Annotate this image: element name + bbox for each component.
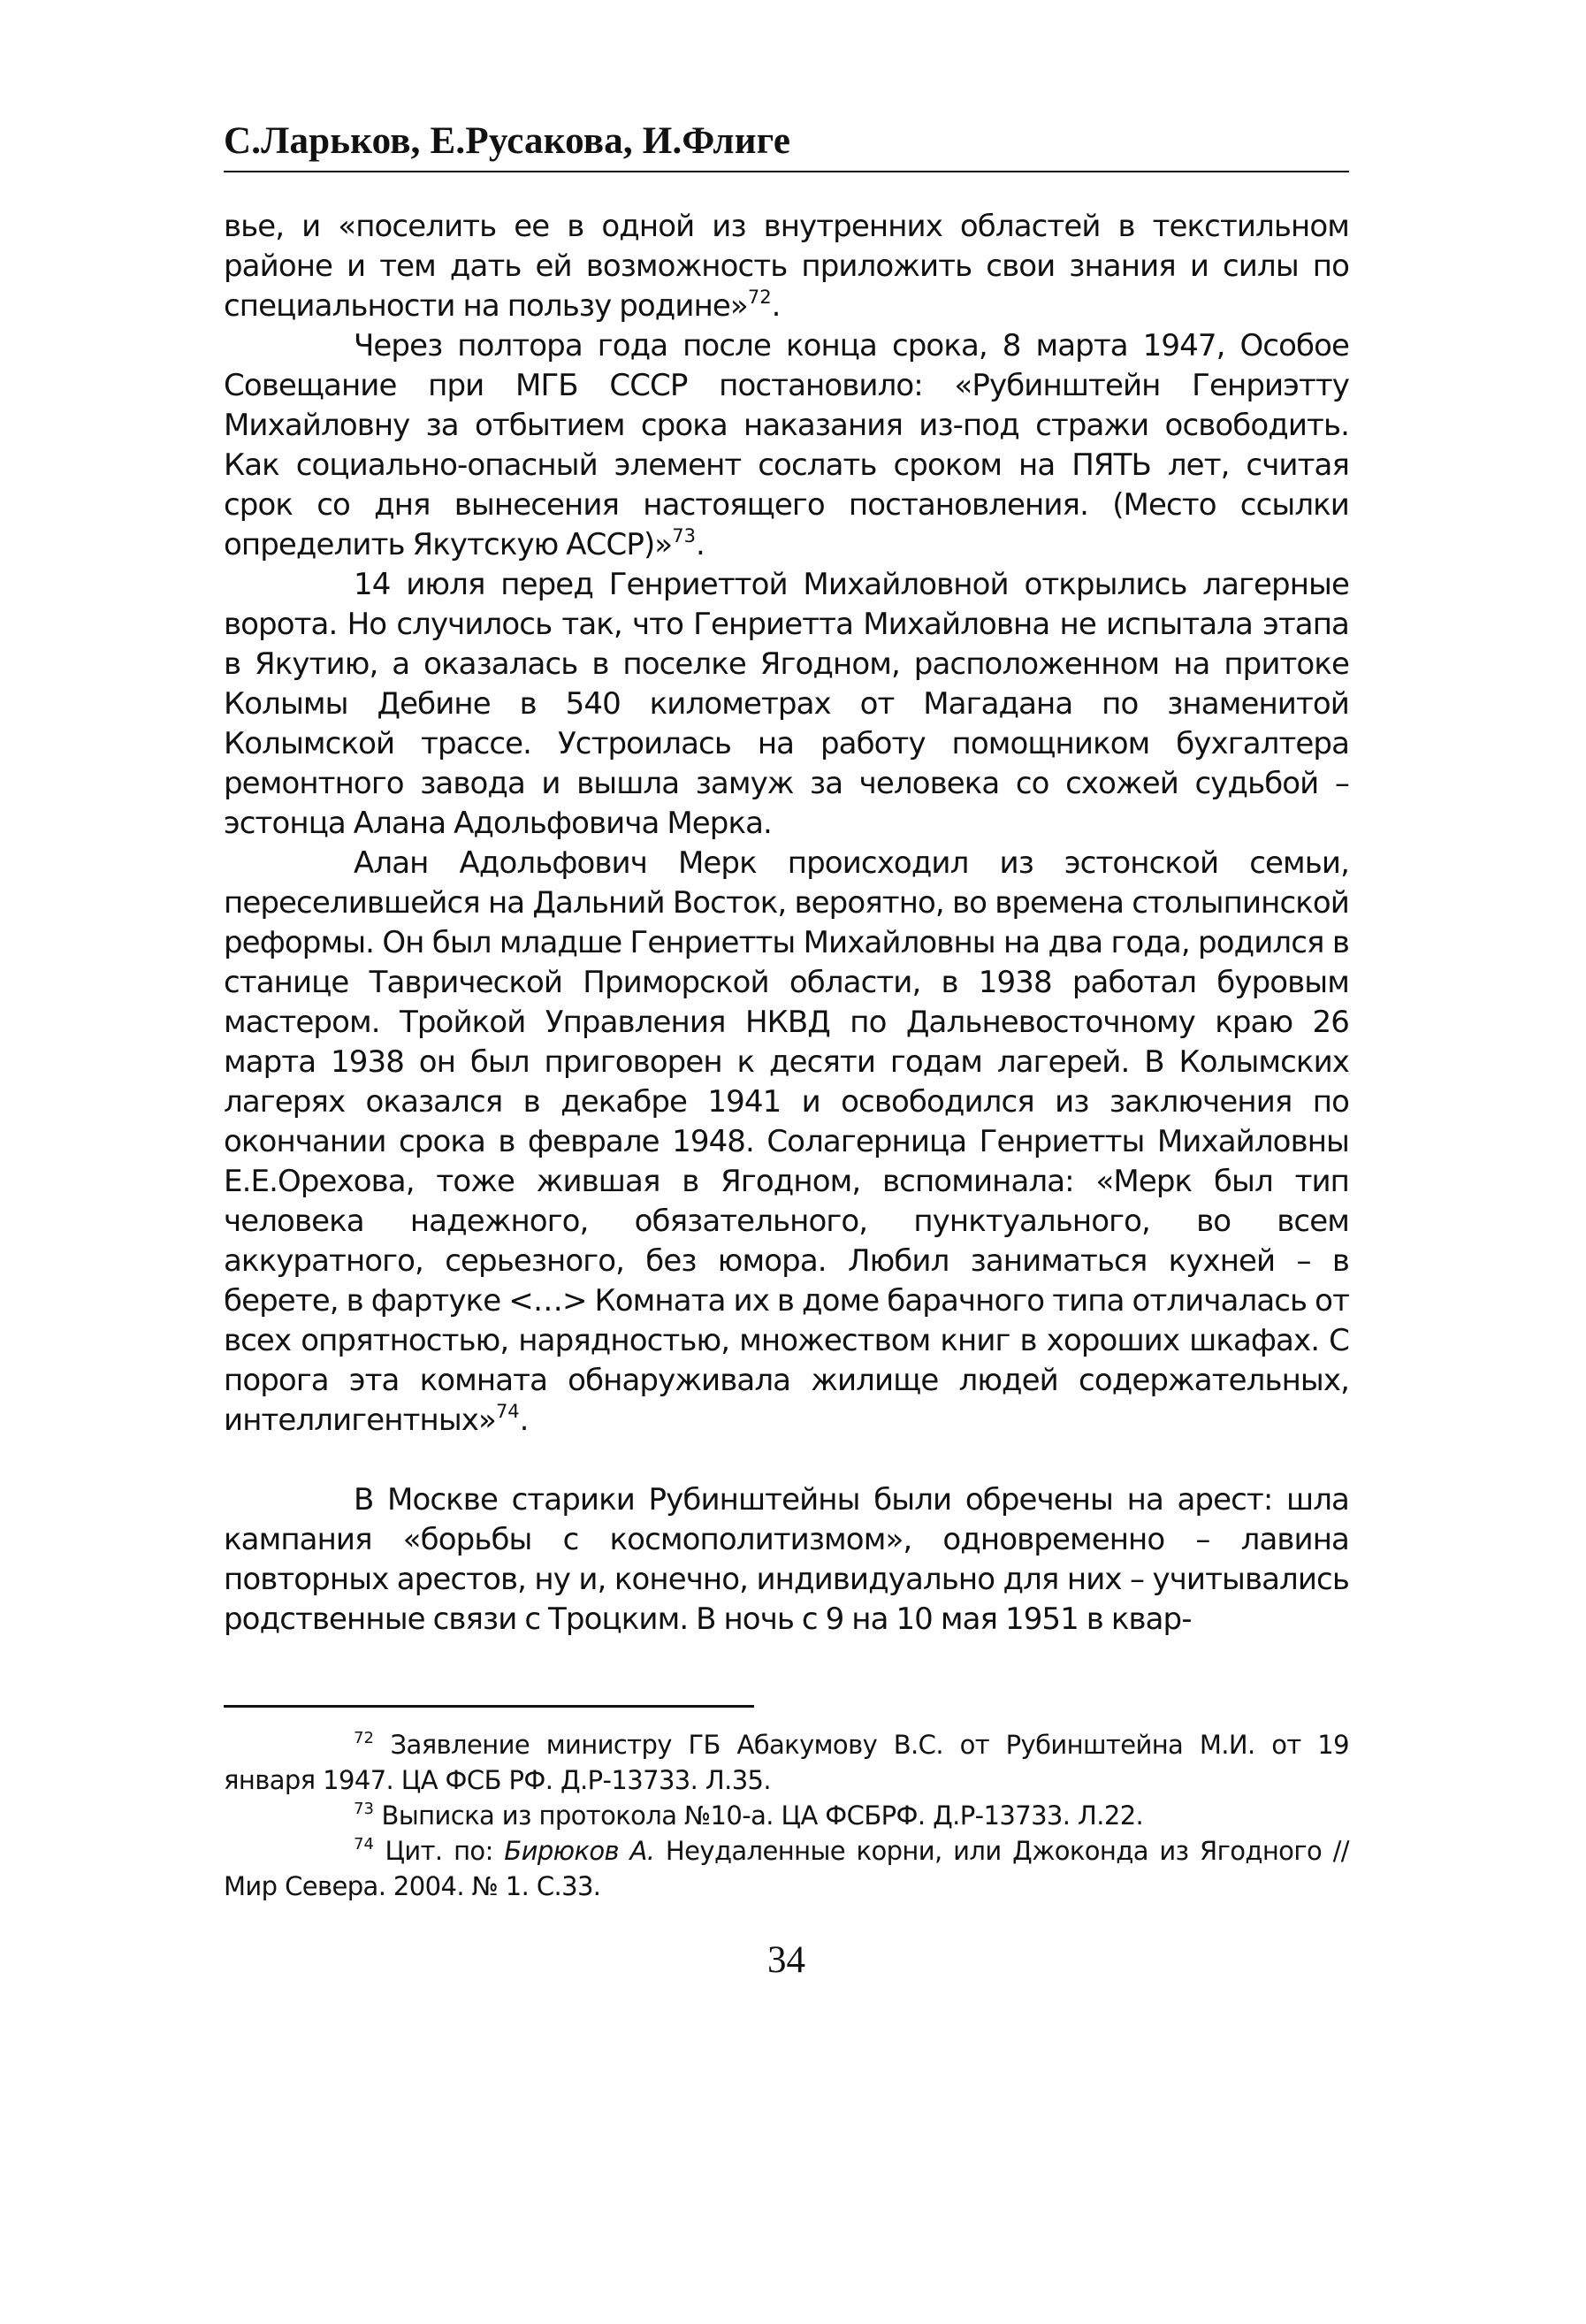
footnote-73 bbox=[224, 1798, 1349, 1833]
paragraph-end: . bbox=[519, 1403, 529, 1438]
footnote-ref-74[interactable]: 74 bbox=[495, 1401, 520, 1422]
running-title: С.Ларьков, Е.Русакова, И.Флиге bbox=[224, 120, 791, 162]
footnotes bbox=[224, 1727, 1349, 1904]
footnote-text: Заявление министру ГБ Абакумову В.С. от Рубинштейна М.И. от 19 января 1947. ЦА ФСБ РФ. Д.Р-13733. Л.35. bbox=[224, 1730, 1349, 1795]
footnote-rule bbox=[224, 1705, 754, 1708]
footnote-text: Выписка из протокола №10-а. ЦА ФСБРФ. Д.Р-13733. Л.22. bbox=[381, 1800, 1144, 1831]
footnote-author: Бирюков А. bbox=[504, 1836, 655, 1866]
footnote-number: 74 bbox=[354, 1835, 374, 1854]
footnote-number: 72 bbox=[354, 1729, 374, 1747]
page-number: 34 bbox=[767, 1939, 805, 1981]
paragraph-text: В Москве старики Рубинштейны были обречены на арест: шла кампания «борьбы с космополитизмом», одновременно – лавина повторных арестов, ну и, конечно, индивидуально для них – учитывались родственные связи с Троцким. В ночь с 9 на 10 мая 1951 в квар- bbox=[224, 1482, 1349, 1637]
paragraph-end: . bbox=[771, 288, 781, 324]
paragraph-5 bbox=[224, 1480, 1349, 1640]
body-text bbox=[224, 207, 1349, 1640]
header-rule bbox=[224, 171, 1349, 172]
footnote-prefix: Цит. по: bbox=[385, 1836, 505, 1866]
footnote-ref-73[interactable]: 73 bbox=[672, 525, 696, 547]
footnote-74 bbox=[224, 1833, 1349, 1904]
paragraph-2 bbox=[224, 326, 1349, 565]
paragraph-text: вье, и «поселить ее в одной из внутренних областей в текстильном районе и тем дать ей возможность приложить свои знания и силы по специальности на пользу родине» bbox=[224, 209, 1349, 324]
footnote-text: Неудаленные корни, или Джоконда из Ягодного // Мир Севера. 2004. № 1. С.33. bbox=[224, 1836, 1349, 1901]
footnote-72 bbox=[224, 1727, 1349, 1798]
footnote-ref-72[interactable]: 72 bbox=[747, 287, 772, 308]
paragraph-text: Алан Адольфович Мерк происходил из эстонской семьи, переселившейся на Дальний Восток, вероятно, во времена столыпинской реформы. Он был младше Генриетты Михайловны на два года, родился в станице Таврической Приморской области, в 1938 работал буровым мастером. Тройкой Управления НКВД по Дальневосточному краю 26 марта 1938 он был приговорен к десяти годам лагерей. В Колымских лагерях оказался в декабре 1941 и освободился из заключения по окончании срока в феврале 1948. Солагерница Генриетты Михайловны Е.Е.Орехова, тоже жившая в Ягодном, вспоминала: «Мерк был тип человека надежного, обязательного, пунктуального, во всем аккуратного, серьезного, без юмора. Любил заниматься кухней – в берете, в фартуке <…> Комната их в доме барачного типа отличалась от всех опрятностью, нарядностью, множеством книг в хороших шкафах. С порога эта комната обнаруживала жилище людей содержательных, интеллигентных» bbox=[224, 845, 1349, 1438]
paragraph-3 bbox=[224, 565, 1349, 844]
footnote-number: 73 bbox=[354, 1800, 374, 1818]
paragraph-text: 14 июля перед Генриеттой Михайловной открылись лагерные ворота. Но случилось так, что Генриетта Михайловна не испытала этапа в Якутию, а оказалась в поселке Ягодном, расположенном на притоке Колымы Дебине в 540 километрах от Магадана по знаменитой Колымской трассе. Устроилась на работу помощником бухгалтера ремонтного завода и вышла замуж за человека со схожей судьбой – эстонца Алана Адольфовича Мерка. bbox=[224, 567, 1349, 841]
paragraph-text: Через полтора года после конца срока, 8 марта 1947, Особое Совещание при МГБ СССР постановило: «Рубинштейн Генриэтту Михайловну за отбытием срока наказания из-под стражи освободить. Как социально-опасный элемент сослать сроком на ПЯТЬ лет, считая срок со дня вынесения настоящего постановления. (Место ссылки определить Якутскую АССР)» bbox=[224, 328, 1349, 562]
paragraph-4 bbox=[224, 844, 1349, 1441]
paragraph-1 bbox=[224, 207, 1349, 326]
paragraph-end: . bbox=[695, 527, 705, 562]
